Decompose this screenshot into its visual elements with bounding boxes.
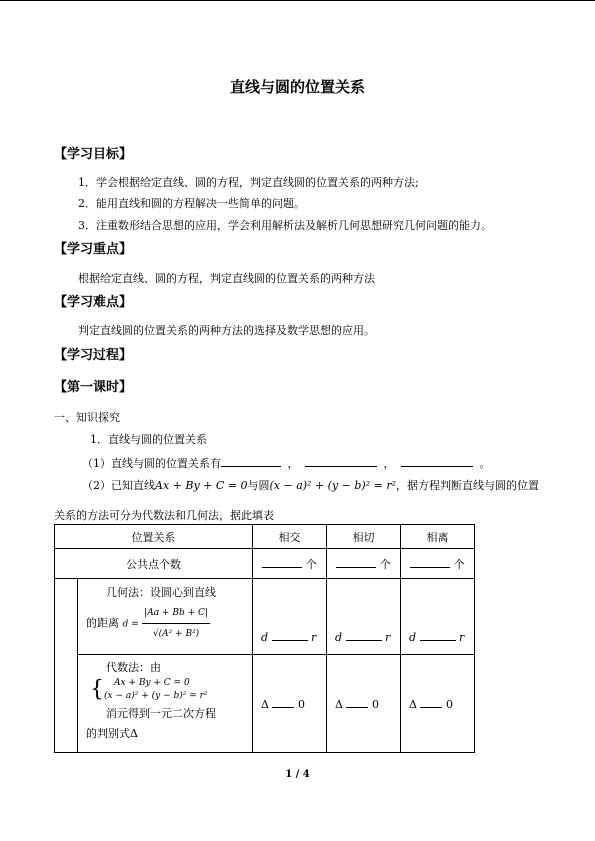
system-eq-1: Ax + By + C = 0 (114, 678, 190, 688)
algebraic-method-cell (78, 655, 253, 753)
blank-alg-tangent[interactable] (346, 697, 368, 708)
blank-points-tangent[interactable] (336, 557, 376, 568)
question-2-continuation: 关系的方法可分为代数法和几何法，据此填表 (54, 509, 274, 522)
part-one-label: 一、知识探究 (54, 411, 120, 424)
geo-distance-label: 的距离 (86, 616, 119, 630)
geometric-method-cell (78, 579, 253, 655)
blank-points-separate[interactable] (410, 557, 450, 568)
d-symbol: d (261, 631, 269, 644)
geo-line-1: 几何法：设圆心到直线 (106, 586, 216, 599)
equation-system (84, 677, 246, 703)
page-title: 直线与圆的位置关系 (229, 78, 365, 96)
blank-relation-1[interactable] (221, 456, 281, 467)
question-1 (82, 456, 497, 469)
question-2-suffix: ，据方程判断直线与圆的位置 (396, 479, 540, 492)
row-label-points: 公共点个数 (55, 549, 253, 579)
header-relation: 位置关系 (55, 525, 253, 549)
r-symbol: r (385, 631, 391, 644)
cell-geo-separate[interactable] (401, 579, 475, 655)
blank-relation-2[interactable] (305, 456, 377, 467)
goals-heading: 【学习目标】 (54, 147, 133, 162)
blank-alg-intersect[interactable] (272, 697, 294, 708)
alg-line-4: 的判别式Δ (86, 727, 138, 740)
key-text: 根据给定直线、圆的方程，判定直线圆的位置关系的两种方法 (78, 272, 375, 285)
blank-points-intersect[interactable] (262, 557, 302, 568)
goal-item-2: 2．能用直线和圆的方程解决一些简单的问题。 (78, 197, 305, 210)
process-heading: 【学习过程】 (54, 348, 133, 363)
question-1-sep-1: ， (287, 457, 299, 470)
r-symbol: r (311, 631, 317, 644)
d-symbol: d (335, 631, 343, 644)
delta-symbol: Δ (335, 697, 343, 711)
question-1-end: 。 (479, 457, 491, 470)
cell-alg-tangent[interactable] (327, 655, 401, 753)
zero-value: 0 (371, 697, 379, 711)
lesson-heading: 【第一课时】 (54, 380, 133, 395)
d-symbol: d (409, 631, 417, 644)
blank-geo-tangent[interactable] (346, 630, 382, 641)
cell-geo-intersect[interactable] (253, 579, 327, 655)
circle-equation: (x − a)² + (y − b)² = r² (269, 479, 397, 492)
distance-denominator: √(A² + B²) (152, 629, 200, 639)
alg-line-1: 代数法：由 (106, 661, 161, 674)
question-1-sep-2: ， (383, 457, 395, 470)
header-separate: 相离 (401, 525, 475, 549)
cell-alg-separate[interactable] (401, 655, 475, 753)
relation-table (54, 524, 475, 753)
top-border-line (0, 0, 595, 1)
unit-ge: 个 (379, 557, 391, 571)
page-number: 1 / 4 (285, 769, 310, 780)
system-brace-icon: { (90, 677, 104, 702)
question-1-prefix: （1）直线与圆的位置关系有 (82, 457, 221, 470)
alg-line-3: 消元得到一元二次方程 (106, 707, 216, 720)
system-eq-2: (x − a)² + (y − b)² = r² (104, 691, 208, 701)
cell-alg-intersect[interactable] (253, 655, 327, 753)
item-one-label: 1．直线与圆的位置关系 (90, 433, 207, 446)
header-tangent: 相切 (327, 525, 401, 549)
blank-alg-separate[interactable] (420, 697, 442, 708)
question-2-prefix: （2）已知直线 (82, 479, 155, 492)
cell-geo-tangent[interactable] (327, 579, 401, 655)
question-2 (82, 480, 539, 491)
delta-symbol: Δ (261, 697, 269, 711)
difficulty-heading: 【学习难点】 (54, 295, 133, 310)
zero-value: 0 (297, 697, 305, 711)
difficulty-text: 判定直线圆的位置关系的两种方法的选择及数学思想的应用。 (78, 324, 375, 337)
delta-symbol: Δ (409, 697, 417, 711)
method-group-cell (55, 579, 78, 753)
distance-numerator: |Aa + Bb + C| (142, 603, 210, 624)
cell-points-separate[interactable] (401, 549, 475, 579)
goal-item-1: 1．学会根据给定直线、圆的方程，判定直线圆的位置关系的两种方法; (78, 176, 419, 189)
geo-d-eq: d = (122, 619, 139, 630)
line-equation: Ax + By + C = 0 (155, 479, 248, 492)
distance-formula (142, 603, 210, 644)
blank-geo-separate[interactable] (420, 630, 456, 641)
cell-points-intersect[interactable] (253, 549, 327, 579)
goal-item-3: 3．注重数形结合思想的应用，学会利用解析法及解析几何思想研究几何问题的能力。 (78, 219, 492, 232)
header-intersect: 相交 (253, 525, 327, 549)
unit-ge: 个 (305, 557, 317, 571)
key-heading: 【学习重点】 (54, 242, 133, 257)
blank-geo-intersect[interactable] (272, 630, 308, 641)
blank-relation-3[interactable] (401, 456, 473, 467)
question-2-mid: 与圆 (247, 479, 270, 492)
unit-ge: 个 (453, 557, 465, 571)
cell-points-tangent[interactable] (327, 549, 401, 579)
geo-line-2 (84, 603, 246, 644)
zero-value: 0 (445, 697, 453, 711)
r-symbol: r (459, 631, 465, 644)
